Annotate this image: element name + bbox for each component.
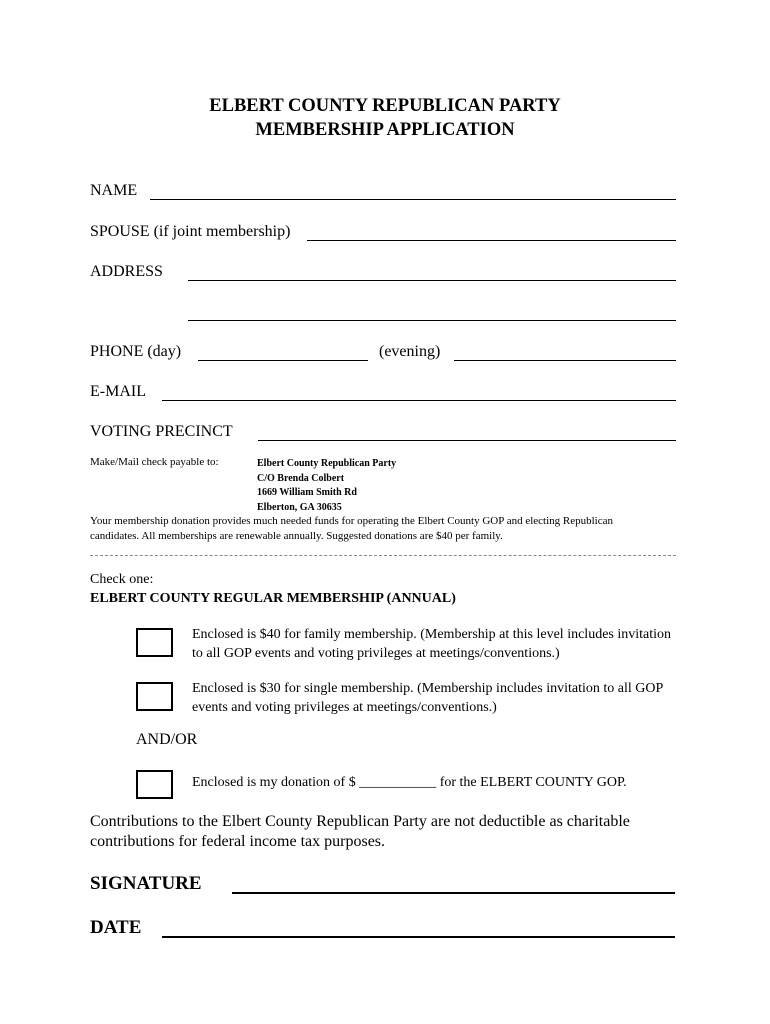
- check-one-label: Check one:: [90, 572, 154, 587]
- phone-evening-field[interactable]: [454, 360, 676, 361]
- payable-to-label: Make/Mail check payable to:: [90, 456, 219, 468]
- and-or-label: AND/OR: [136, 731, 198, 748]
- name-field[interactable]: [150, 199, 676, 200]
- family-membership-option: Enclosed is $40 for family membership. (Membership at this level includes invitation to all GOP events and voting privileges at meetings/conventions.): [192, 627, 672, 661]
- date-field[interactable]: [162, 936, 675, 938]
- donation-checkbox[interactable]: [136, 770, 173, 799]
- membership-info-line-1: Your membership donation provides much needed funds for operating the Elbert County GOP and electing Republican: [90, 515, 614, 527]
- address-line-1-field[interactable]: [188, 280, 676, 281]
- membership-info-line-2: candidates. All memberships are renewable annually. Suggested donations are $40 per family.: [90, 530, 503, 542]
- family-membership-checkbox[interactable]: [136, 628, 173, 657]
- signature-label: SIGNATURE: [90, 873, 202, 894]
- membership-info: [90, 514, 613, 544]
- payee-name: Elbert County Republican Party: [257, 458, 397, 469]
- donation-amount-field[interactable]: ___________: [359, 775, 437, 790]
- phone-day-label: PHONE (day): [90, 343, 182, 360]
- phone-evening-label: (evening): [379, 343, 441, 360]
- signature-field[interactable]: [232, 892, 675, 894]
- payee-address-block: [257, 457, 396, 515]
- email-label: E-MAIL: [90, 383, 146, 400]
- voting-precinct-field[interactable]: [258, 440, 676, 441]
- donation-option: [192, 775, 627, 791]
- payee-care-of: C/O Brenda Colbert: [257, 472, 345, 484]
- voting-precinct-label: VOTING PRECINCT: [90, 423, 233, 440]
- name-label: NAME: [90, 182, 138, 199]
- donation-prefix: Enclosed is my donation of $: [192, 775, 356, 790]
- single-membership-option: Enclosed is $30 for single membership. (Membership includes invitation to all GOP events and voting privileges at meetings/conventions.): [192, 681, 663, 715]
- address-label: ADDRESS: [90, 263, 163, 280]
- payee-city: Elberton, GA 30635: [257, 501, 342, 513]
- payee-street: 1669 William Smith Rd: [257, 487, 357, 498]
- membership-heading: ELBERT COUNTY REGULAR MEMBERSHIP (ANNUAL): [90, 591, 456, 606]
- tax-disclaimer: Contributions to the Elbert County Republican Party are not deductible as charitable contributions for federal income tax purposes.: [90, 813, 630, 850]
- title-line-1: ELBERT COUNTY REPUBLICAN PARTY: [209, 96, 561, 116]
- single-membership-checkbox[interactable]: [136, 682, 173, 711]
- date-label: DATE: [90, 917, 142, 938]
- email-field[interactable]: [162, 400, 676, 401]
- phone-day-field[interactable]: [198, 360, 368, 361]
- title-line-2: MEMBERSHIP APPLICATION: [255, 120, 515, 140]
- section-divider: [90, 555, 676, 556]
- spouse-label: SPOUSE (if joint membership): [90, 223, 291, 240]
- spouse-field[interactable]: [307, 240, 676, 241]
- donation-suffix: for the ELBERT COUNTY GOP.: [439, 775, 627, 790]
- address-line-2-field[interactable]: [188, 320, 676, 321]
